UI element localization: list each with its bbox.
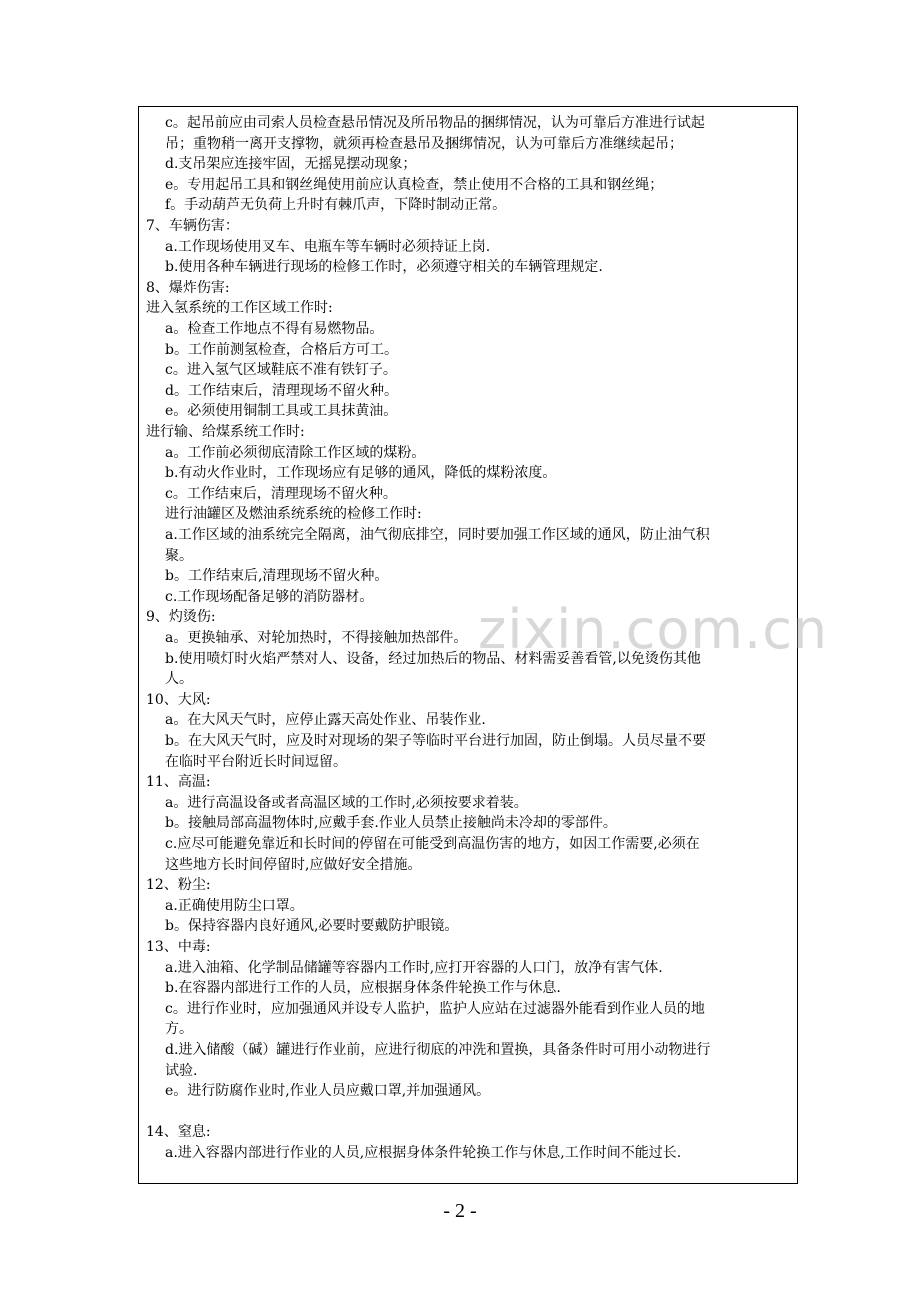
text-line: b.有动火作业时，工作现场应有足够的通风，降低的煤粉浓度。	[165, 465, 557, 482]
text-line: 12、粉尘:	[146, 877, 211, 894]
text-line: 9、灼烫伤:	[146, 609, 216, 626]
text-line: a。更换轴承、对轮加热时，不得接触加热部件。	[165, 630, 468, 646]
page-number: - 2 -	[443, 1200, 477, 1222]
text-line: 聚。	[165, 547, 193, 564]
text-line: 8、爆炸伤害:	[146, 279, 230, 296]
text-line: a.工作区域的油系统完全隔离，油气彻底排空，同时要加强工作区域的通风，防止油气积	[165, 527, 710, 543]
text-line: 方。	[165, 1021, 193, 1038]
watermark: zixin.com.cn	[478, 598, 829, 661]
text-line: b.使用各种车辆进行现场的检修工作时，必须遵守相关的车辆管理规定.	[165, 259, 603, 276]
text-line: c。进入氢气区域鞋底不准有铁钉子。	[165, 362, 397, 379]
text-line: 试验.	[165, 1062, 198, 1079]
text-line: b。工作前测氢检查，合格后方可工。	[165, 341, 398, 358]
text-line: 7、车辆伤害：	[146, 218, 239, 234]
text-line: a.工作现场使用叉车、电瓶车等车辆时必须持证上岗.	[165, 238, 491, 255]
text-line: 11、高温:	[146, 774, 211, 791]
text-line: 进行油罐区及燃油系统系统的检修工作时:	[165, 506, 422, 523]
text-line: b。接触局部高温物体时,应戴手套.作业人员禁止接触尚未冷却的零部件。	[165, 815, 617, 832]
text-line: 这些地方长时间停留时,应做好安全措施。	[165, 856, 422, 873]
text-line: 吊；重物稍一离开支撑物，就须再检查悬吊及捆绑情况，认为可靠后方准继续起吊；	[165, 135, 683, 152]
text-line: 14、窒息:	[146, 1124, 211, 1141]
text-line: c。起吊前应由司索人员检查悬吊情况及所吊物品的捆绑情况，认为可靠后方准进行试起	[165, 115, 705, 131]
text-line: b。在大风天气时，应及时对现场的架子等临时平台进行加固，防止倒塌。人员尽量不要	[165, 733, 706, 749]
text-line: c。工作结束后，清理现场不留火种。	[165, 485, 397, 502]
text-line: c.工作现场配备足够的消防器材。	[165, 588, 374, 605]
text-line: a.进入油箱、化学制品储罐等容器内工作时,应打开容器的人口门，放净有害气体.	[165, 959, 663, 976]
text-line: e。进行防腐作业时,作业人员应戴口罩,并加强通风。	[165, 1083, 491, 1100]
text-line: d。工作结束后，清理现场不留火种。	[165, 382, 398, 399]
text-line: c.应尽可能避免靠近和长时间的停留在可能受到高温伤害的地方，如因工作需要,必须在	[165, 836, 700, 852]
text-line: a。在大风天气时，应停止露天高处作业、吊装作业.	[165, 712, 486, 729]
text-line: 进行输、给煤系统工作时:	[146, 424, 305, 440]
text-line: a.进入容器内部进行作业的人员,应根据身体条件轮换工作与休息,工作时间不能过长.	[165, 1145, 682, 1161]
text-line: a。工作前必须彻底清除工作区域的煤粉。	[165, 444, 426, 461]
text-line: 在临时平台附近长时间逗留。	[165, 753, 347, 770]
text-line: a。检查工作地点不得有易燃物品。	[165, 321, 384, 337]
text-line: d.进入储酸（碱）罐进行作业前，应进行彻底的冲洗和置换，具备条件时可用小动物进行	[165, 1042, 711, 1058]
text-line: a.正确使用防尘口罩。	[165, 897, 304, 914]
text-line: e。必须使用铜制工具或工具抹黄油。	[165, 403, 398, 420]
text-line: 进入氢系统的工作区域工作时:	[146, 300, 333, 317]
text-line: b。工作结束后,清理现场不留火种。	[165, 568, 389, 585]
text-line: 13、中毒:	[146, 939, 211, 955]
text-line: b。保持容器内良好通风,必要时要戴防护眼镜。	[165, 918, 459, 935]
text-line: d.支吊架应连接牢固，无摇晃摆动现象；	[165, 156, 417, 173]
text-line: 人。	[165, 671, 193, 688]
text-line: a。进行高温设备或者高温区域的工作时,必须按要求着装。	[165, 794, 528, 811]
text-line: b.使用喷灯时火焰严禁对人、设备，经过加热后的物品、材料需妥善看管,以免烫伤其他	[165, 650, 701, 667]
text-line: c。进行作业时，应加强通风并设专人监护，监护人应站在过滤器外能看到作业人员的地	[165, 1000, 705, 1017]
text-line: b.在容器内部进行工作的人员，应根据身体条件轮换工作与休息.	[165, 980, 561, 997]
text-line: e。专用起吊工具和钢丝绳使用前应认真检查，禁止使用不合格的工具和钢丝绳；	[165, 176, 664, 193]
text-line: 10、大风:	[146, 691, 211, 708]
text-line: f。手动葫芦无负荷上升时有棘爪声，下降时制动正常。	[165, 197, 507, 214]
